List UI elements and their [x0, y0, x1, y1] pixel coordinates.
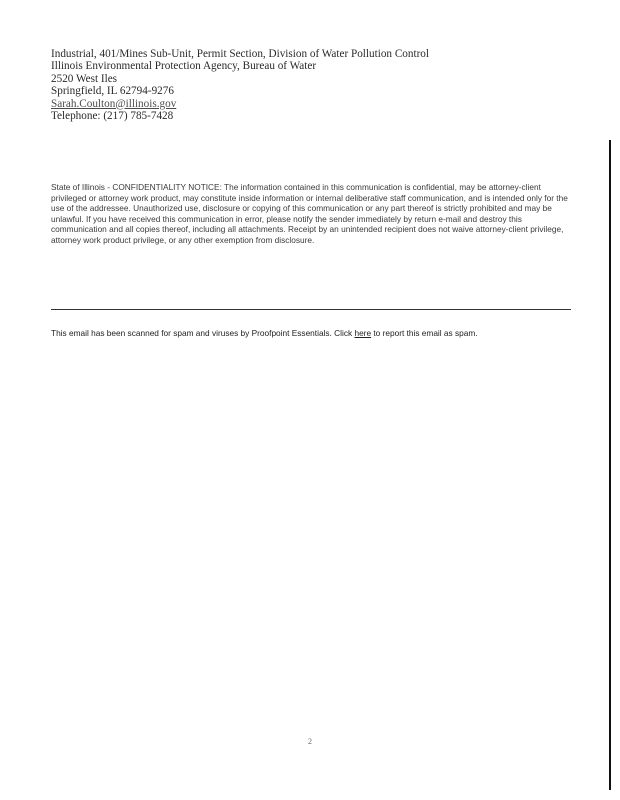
scan-edge-line	[609, 140, 611, 790]
spam-scan-note	[51, 328, 591, 339]
scan-note-suffix: to report this email as spam.	[371, 328, 478, 338]
confidentiality-notice: State of Illinois - CONFIDENTIALITY NOTICE: The information contained in this communication is confidential, may be attorney-client privileged or attorney work product, may constitute inside information or internal deliberative staff communication, and is intended only for the use of the addressee. Unauthorized use, disclosure or copying of this communication or any part thereof is strictly prohibited and may be unlawful. If you have received this communication in error, please notify the sender immediately by return e-mail and destroy this communication and all copies thereof, including all attachments. Receipt by an unintended recipient does not waive attorney-client privilege, attorney work product privilege, or any other exemption from disclosure.	[51, 182, 568, 245]
scan-note-prefix: This email has been scanned for spam and viruses by Proofpoint Essentials. Click	[51, 328, 355, 338]
signature-agency-line: Illinois Environmental Protection Agency, Bureau of Water	[51, 60, 317, 73]
signature-telephone-line: Telephone: (217) 785-7428	[51, 110, 174, 123]
signature-block	[51, 48, 429, 122]
report-spam-link[interactable]: here	[354, 328, 372, 338]
page-number: 2	[308, 737, 312, 746]
signature-unit-line: Industrial, 401/Mines Sub-Unit, Permit Section, Division of Water Pollution Control	[51, 48, 430, 60]
signature-street-line: 2520 West Iles	[51, 72, 118, 85]
signature-email-link[interactable]: Sarah.Coulton@illinois.gov	[51, 97, 177, 110]
signature-city-line: Springfield, IL 62794-9276	[51, 85, 174, 98]
section-divider	[51, 309, 571, 310]
